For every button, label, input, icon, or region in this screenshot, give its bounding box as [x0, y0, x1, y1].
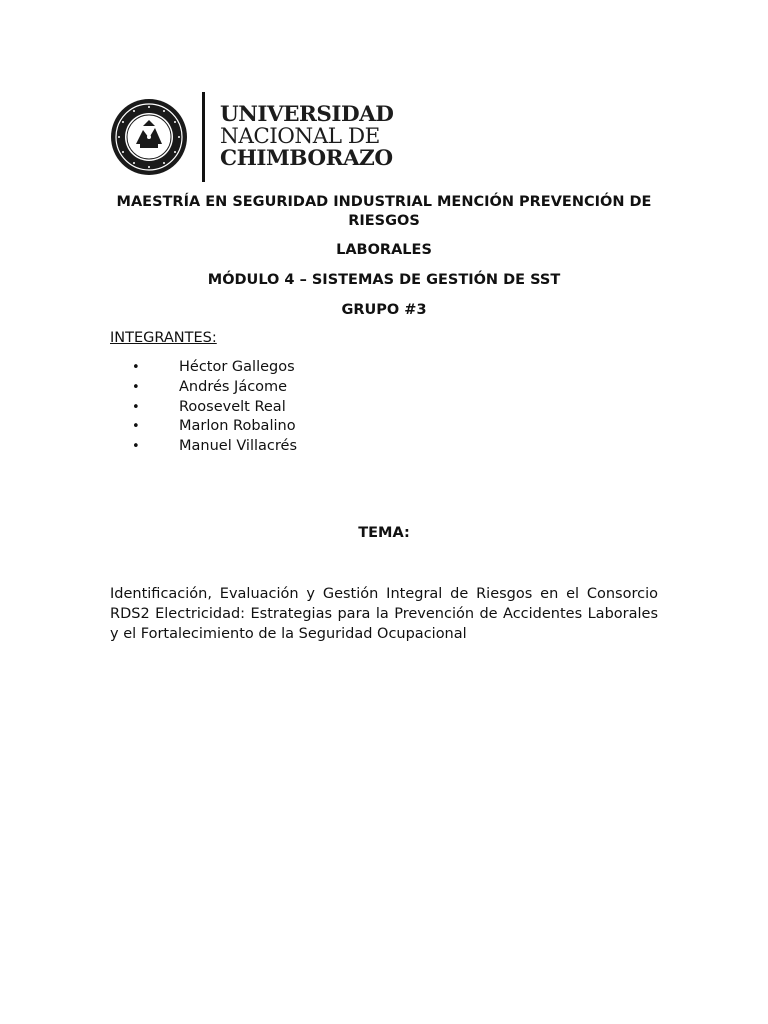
list-item	[110, 417, 410, 437]
members-heading: INTEGRANTES:	[110, 330, 217, 346]
list-item	[110, 358, 410, 378]
bullet-icon: •	[132, 419, 140, 435]
program-title-continuation: LABORALES	[336, 242, 432, 258]
members-list	[110, 358, 410, 457]
list-item	[110, 437, 410, 457]
bullet-icon: •	[132, 439, 140, 455]
member-name: Roosevelt Real	[179, 398, 286, 415]
module-title: MÓDULO 4 – SISTEMAS DE GESTIÓN DE SST	[207, 272, 561, 288]
list-item	[110, 398, 410, 418]
member-name: Marlon Robalino	[179, 418, 296, 435]
university-seal-icon	[110, 98, 188, 176]
topic-heading: TEMA:	[358, 525, 410, 541]
university-name-line-1: UNIVERSIDAD	[220, 102, 394, 127]
group-title: GRUPO #3	[341, 302, 427, 318]
member-name: Andrés Jácome	[179, 378, 288, 395]
member-name: Héctor Gallegos	[179, 359, 295, 375]
program-title: MAESTRÍA EN SEGURIDAD INDUSTRIAL MENCIÓN PREVENCIÓN DE RIESGOS	[116, 194, 652, 229]
bullet-icon: •	[132, 379, 140, 395]
university-logo	[110, 92, 410, 182]
university-name-line-3: CHIMBORAZO	[220, 146, 393, 171]
university-name-line-2: NACIONAL DE	[220, 124, 380, 149]
logo-divider	[202, 92, 205, 182]
topic-text: Identificación, Evaluación y Gestión Integral de Riesgos en el Consorcio RDS2 Electricidad: Estrategias para la Prevención de Accidentes Laborales y el Fortalecimiento de la Seguridad Ocupacional	[110, 586, 658, 643]
university-name	[220, 104, 393, 170]
bullet-icon: •	[132, 360, 140, 375]
document-page	[110, 0, 658, 1024]
list-item	[110, 378, 410, 398]
member-name: Manuel Villacrés	[179, 438, 297, 455]
bullet-icon: •	[132, 399, 140, 415]
